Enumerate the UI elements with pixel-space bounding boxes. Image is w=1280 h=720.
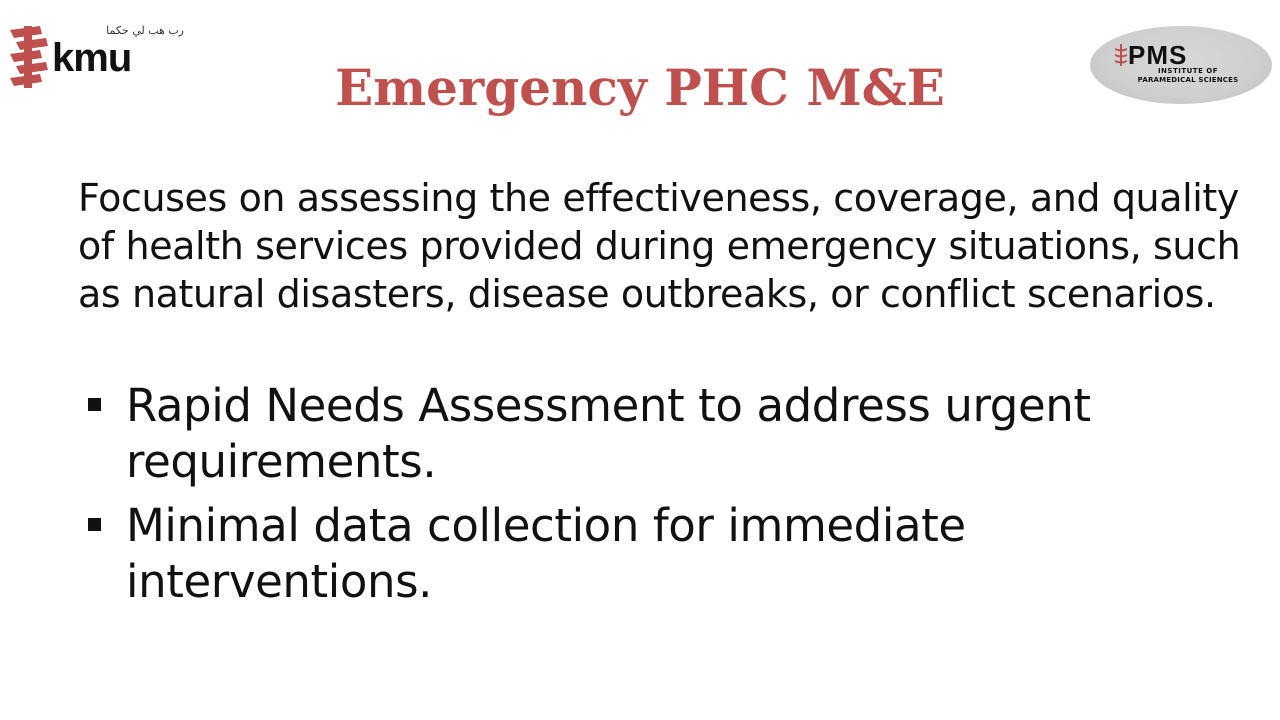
kmu-wordmark: kmu: [52, 36, 132, 80]
bullet-item: [78, 378, 1228, 490]
intro-paragraph: Focuses on assessing the effectiveness, coverage, and quality of health services provided during emergency situations, such as natural disasters, disease outbreaks, or conflict scenarios.: [78, 176, 1241, 316]
pms-subtitle-line1: INSTITUTE OF: [1157, 67, 1219, 75]
pms-subtitle-line2: PARAMEDICAL SCIENCES: [1137, 76, 1239, 84]
kmu-arabic-motto: رب هب لي حكما: [106, 24, 184, 37]
caduceus-icon: [1114, 44, 1128, 66]
bullet-item: [78, 498, 1228, 610]
square-bullet-icon: [88, 398, 101, 411]
pms-wordmark: PMS: [1128, 40, 1188, 70]
bullet-list: [78, 378, 1228, 618]
slide-title: Emergency PHC M&E: [335, 58, 945, 117]
square-bullet-icon: [88, 518, 101, 531]
pms-logo: [1090, 26, 1272, 104]
bullet-text: Rapid Needs Assessment to address urgent requirements.: [126, 379, 1091, 488]
bullet-text: Minimal data collection for immediate interventions.: [126, 499, 966, 608]
